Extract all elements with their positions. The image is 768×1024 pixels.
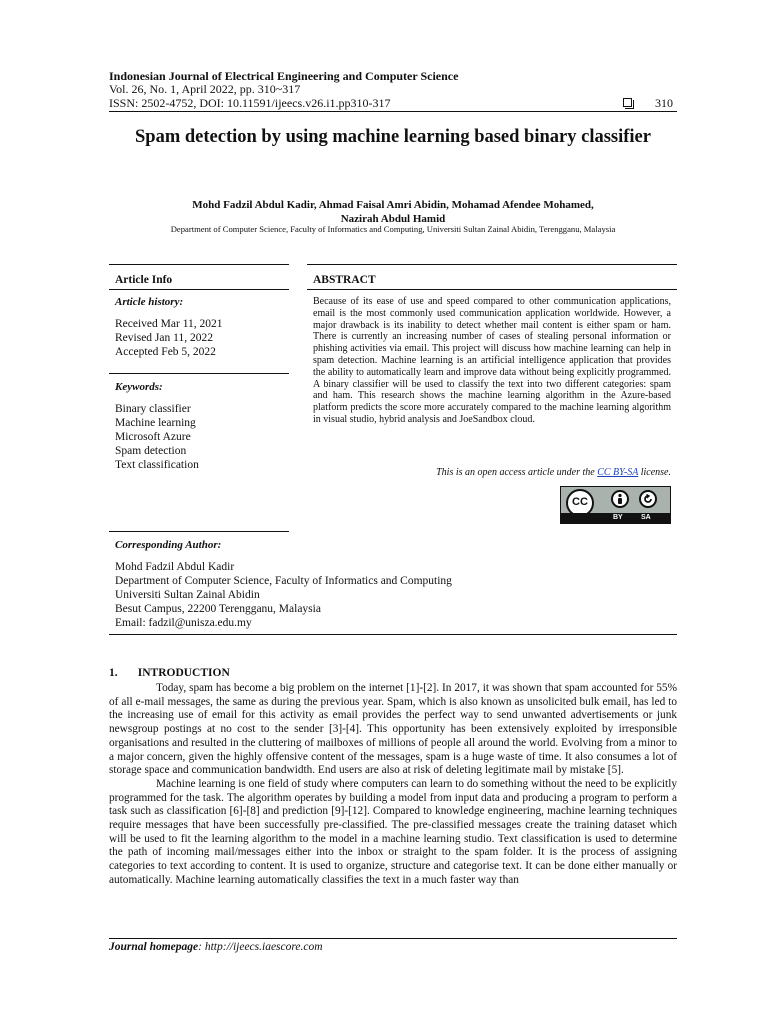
article-history-list <box>115 317 223 359</box>
by-person-icon <box>611 490 629 508</box>
history-received: Received Mar 11, 2021 <box>115 318 223 330</box>
intro-paragraph: Machine learning is one field of study where computers can learn to do something without the need to be explicitly programmed for the task. The algorithm operates by building a model from input data and producing a program to perform a task such as classification [6]-[8] and prediction [9]-[12]. Compared to knowledge engineering, machine learning techniques require messages that have been successfully pre-classified. The pre-classified messages create the training dataset which will be used to fit the learning algorithm to the model in a machine learning studio. Text classification is used to determine the path of incoming mail/messages either into the inbox or straight to the spam folder. It is the process of assigning categories to text according to content. It is used to organize, structure and categorise text. It can be done either manually or automatically. Machine learning automatically classifies the text in a much faster way than <box>109 777 677 886</box>
corresponding-department: Department of Computer Science, Faculty of Informatics and Computing <box>115 575 452 587</box>
open-access-statement <box>313 467 671 478</box>
keyword-item: Machine learning <box>115 417 196 429</box>
cc-by-sa-link[interactable]: CC BY-SA <box>597 467 639 478</box>
keyword-item: Spam detection <box>115 445 187 457</box>
introduction-body <box>109 682 677 888</box>
abstract-rule <box>307 289 677 290</box>
keyword-item: Text classification <box>115 459 199 471</box>
open-access-prefix: This is an open access article under the <box>436 467 598 478</box>
keywords-list <box>115 402 199 472</box>
keyword-item: Binary classifier <box>115 403 191 415</box>
footer-rule <box>109 938 677 939</box>
introduction-heading: 1. INTRODUCTION <box>109 667 230 679</box>
article-history-heading: Article history: <box>115 296 184 308</box>
abstract-top-rule <box>307 264 677 265</box>
page-number: 310 <box>655 96 673 110</box>
corresponding-email: Email: fadzil@unisza.edu.my <box>115 617 252 629</box>
keyword-item: Microsoft Azure <box>115 431 191 443</box>
corresponding-heading: Corresponding Author: <box>115 539 222 551</box>
share-alike-icon <box>639 490 657 508</box>
cc-badge-strip <box>561 513 670 523</box>
by-label: BY <box>613 514 623 521</box>
cc-by-sa-badge[interactable] <box>560 486 671 524</box>
copy-square-icon <box>623 98 632 107</box>
journal-homepage-label: Journal homepage <box>109 941 199 953</box>
article-info-heading: Article Info <box>115 274 173 286</box>
journal-name: Indonesian Journal of Electrical Engineering and Computer Science <box>109 69 459 83</box>
open-access-suffix: license. <box>638 467 671 478</box>
header-rule <box>109 111 677 112</box>
corresponding-details <box>115 560 452 630</box>
article-info-top-rule <box>109 264 289 265</box>
paper-authors <box>109 198 677 226</box>
abstract-heading: ABSTRACT <box>313 274 376 286</box>
journal-volume: Vol. 26, No. 1, April 2022, pp. 310~317 <box>109 82 301 96</box>
article-info-rule <box>109 289 289 290</box>
keywords-heading: Keywords: <box>115 381 163 393</box>
history-revised: Revised Jan 11, 2022 <box>115 332 213 344</box>
journal-homepage[interactable] <box>109 941 323 953</box>
corresponding-name: Mohd Fadzil Abdul Kadir <box>115 561 235 573</box>
history-keywords-divider <box>109 373 289 374</box>
journal-homepage-url[interactable]: : http://ijeecs.iaescore.com <box>198 941 323 953</box>
corresponding-university: Universiti Sultan Zainal Abidin <box>115 589 260 601</box>
history-accepted: Accepted Feb 5, 2022 <box>115 346 216 358</box>
author-affiliation: Department of Computer Science, Faculty of Informatics and Computing, Universiti Sultan Zainal Abidin, Terengganu, Malaysia <box>170 224 616 234</box>
corresponding-address: Besut Campus, 22200 Terengganu, Malaysia <box>115 603 321 615</box>
sa-label: SA <box>641 514 651 521</box>
authors-line-1: Mohd Fadzil Abdul Kadir, Ahmad Faisal Amri Abidin, Mohamad Afendee Mohamed, <box>192 199 594 211</box>
journal-issn-doi: ISSN: 2502-4752, DOI: 10.11591/ijeecs.v26.i1.pp310-317 <box>109 96 391 110</box>
abstract-body: Because of its ease of use and speed compared to other communication applications, email is the most commonly used communication application worldwide. However, a major drawback is its inability to detect whether mail content is either spam or ham. There is currently an increasing number of cases of stealing personal information or phishing activities via email. This project will discuss how machine learning can help in spam detection. Machine learning is an artificial intelligence application that provides the ability to automatically learn and improve data without being explicitly programmed. A binary classifier will be used to classify the text into two different categories: spam and ham. This research shows the machine learning algorithm in the Azure-based platform predicts the score more accurately compared to the machine learning algorithm in visual studio, hybrid analysis and JoeSandbox cloud. <box>313 296 671 425</box>
intro-paragraph: Today, spam has become a big problem on the internet [1]-[2]. In 2017, it was shown that spam accounted for 55% of all e-mail messages, the same as during the previous year. Spam, which is also known as unsolicited bulk email, has led to the increasing use of email for this activity as email provides the perfect way to send unwanted advertisements or junk newsgroup postings at no cost to the sender [3]-[4]. This opportunity has been extensively exploited by irresponsible organisations and resulted in the cluttering of mailboxes of millions of people all around the world. Evolving from a minor to a major concern, given the highly offensive content of the messages, spam is a huge waste of time. It also consumes a lot of storage space and communication bandwidth. End users are also at risk of deleting legitimate mail by mistake [5]. <box>109 682 677 777</box>
paper-title: Spam detection by using machine learning based binary classifier <box>135 127 651 147</box>
cc-logo-text: CC <box>572 496 588 508</box>
corresponding-bottom-rule <box>109 634 677 635</box>
authors-line-2: Nazirah Abdul Hamid <box>340 213 446 225</box>
corresponding-top-rule <box>109 531 289 532</box>
